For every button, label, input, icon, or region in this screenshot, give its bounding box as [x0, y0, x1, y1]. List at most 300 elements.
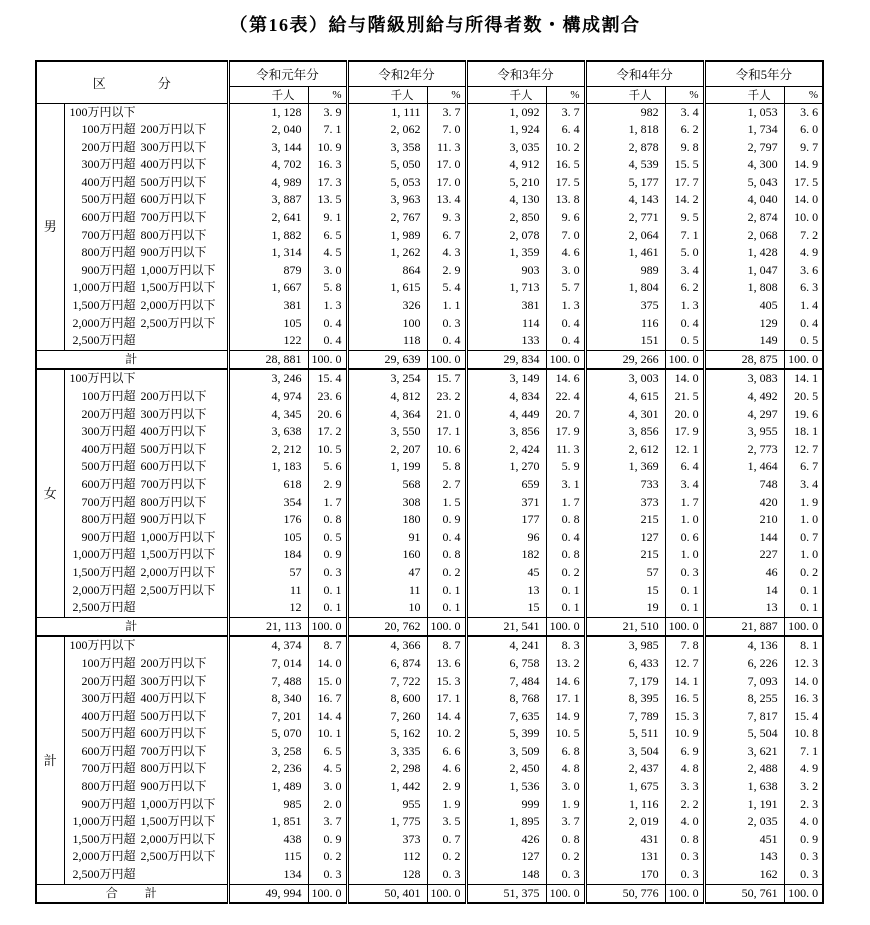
table-row	[36, 655, 823, 673]
category-label	[64, 262, 228, 280]
count-value: 3, 856	[585, 423, 665, 441]
percent-value: 7. 0	[427, 121, 466, 139]
count-value: 105	[228, 315, 308, 333]
percent-value: 13. 4	[427, 191, 466, 209]
count-value: 134	[228, 866, 308, 884]
percent-value: 0. 7	[784, 529, 823, 547]
bracket-lower: 500万円超	[81, 192, 136, 207]
count-value: 1, 808	[704, 279, 784, 297]
subtotal-percent-value: 100. 0	[784, 884, 823, 903]
count-value: 1, 262	[347, 244, 427, 262]
percent-value: 16. 3	[308, 156, 347, 174]
percent-value: 10. 9	[308, 139, 347, 157]
percent-value: 8. 3	[546, 636, 585, 655]
count-value: 2, 641	[228, 209, 308, 227]
count-value: 57	[228, 564, 308, 582]
bracket-upper: 1,500万円以下	[140, 280, 216, 295]
percent-value: 3. 5	[427, 813, 466, 831]
count-value: 3, 035	[466, 139, 546, 157]
percent-value: 0. 1	[784, 599, 823, 617]
count-value: 176	[228, 511, 308, 529]
subtotal-percent-value: 100. 0	[665, 617, 704, 636]
category-label	[64, 191, 228, 209]
count-value: 7, 260	[347, 708, 427, 726]
percent-value: 17. 5	[546, 174, 585, 192]
count-value: 122	[228, 332, 308, 350]
percent-value: 0. 3	[427, 866, 466, 884]
percent-value: 7. 0	[546, 227, 585, 245]
count-value: 7, 484	[466, 673, 546, 691]
count-value: 8, 600	[347, 690, 427, 708]
subtotal-row-female	[36, 617, 823, 636]
percent-value: 3. 7	[308, 813, 347, 831]
percent-value: 17. 0	[427, 156, 466, 174]
percent-value: 22. 4	[546, 388, 585, 406]
bracket-upper: 900万円以下	[140, 245, 207, 260]
count-value: 4, 492	[704, 388, 784, 406]
percent-value: 23. 2	[427, 388, 466, 406]
percent-value: 2. 0	[308, 796, 347, 814]
count-value: 46	[704, 564, 784, 582]
count-value: 3, 083	[704, 369, 784, 388]
percent-value: 14. 4	[308, 708, 347, 726]
bracket-upper: 200万円以下	[140, 389, 207, 403]
percent-value: 19. 6	[784, 406, 823, 424]
percent-value: 4. 0	[784, 813, 823, 831]
year-header-5: 令和5年分	[704, 61, 823, 86]
unit-header: 千人	[585, 86, 665, 103]
count-value: 13	[704, 599, 784, 617]
count-value: 985	[228, 796, 308, 814]
percent-value: 13. 6	[427, 655, 466, 673]
percent-value: 17. 1	[427, 690, 466, 708]
percent-value: 6. 4	[546, 121, 585, 139]
table-row	[36, 262, 823, 280]
percent-value: 3. 2	[784, 778, 823, 796]
count-value: 151	[585, 332, 665, 350]
percent-value: 3. 6	[784, 262, 823, 280]
percent-value: 9. 8	[665, 139, 704, 157]
percent-value: 5. 4	[427, 279, 466, 297]
count-value: 3, 955	[704, 423, 784, 441]
percent-value: 3. 9	[308, 103, 347, 121]
subtotal-percent-value: 100. 0	[546, 617, 585, 636]
count-value: 15	[466, 599, 546, 617]
percent-value: 0. 1	[427, 599, 466, 617]
percent-value: 3. 0	[308, 262, 347, 280]
bracket-lower: 100万円以下	[69, 638, 136, 653]
count-value: 11	[347, 582, 427, 600]
percent-value: 17. 2	[308, 423, 347, 441]
table-row	[36, 564, 823, 582]
count-value: 47	[347, 564, 427, 582]
year-header-4: 令和4年分	[585, 61, 704, 86]
percent-value: 2. 9	[427, 778, 466, 796]
count-value: 127	[585, 529, 665, 547]
percent-value: 0. 3	[308, 866, 347, 884]
count-value: 1, 461	[585, 244, 665, 262]
count-value: 354	[228, 494, 308, 512]
bracket-lower: 1,500万円超	[72, 298, 136, 313]
category-label	[64, 174, 228, 192]
percent-value: 6. 9	[665, 743, 704, 761]
count-value: 7, 201	[228, 708, 308, 726]
percent-value: 20. 6	[308, 406, 347, 424]
count-value: 308	[347, 494, 427, 512]
count-value: 6, 758	[466, 655, 546, 673]
count-value: 8, 255	[704, 690, 784, 708]
table-row	[36, 332, 823, 350]
category-label	[64, 725, 228, 743]
category-label	[64, 297, 228, 315]
percent-value: 0. 4	[546, 315, 585, 333]
unit-header: 千人	[704, 86, 784, 103]
table-row	[36, 743, 823, 761]
percent-value: 1. 1	[427, 297, 466, 315]
percent-value: 6. 3	[784, 279, 823, 297]
percent-value: 1. 3	[308, 297, 347, 315]
count-value: 6, 226	[704, 655, 784, 673]
subtotal-percent-value: 100. 0	[308, 350, 347, 369]
percent-value: 0. 2	[427, 564, 466, 582]
count-value: 2, 298	[347, 760, 427, 778]
bracket-lower: 1,000万円超	[72, 547, 136, 562]
bracket-upper: 800万円以下	[140, 494, 207, 509]
table-row	[36, 778, 823, 796]
bracket-lower: 100万円超	[81, 655, 136, 670]
count-value: 105	[228, 529, 308, 547]
percent-value: 12. 7	[784, 441, 823, 459]
bracket-upper: 400万円以下	[140, 424, 207, 439]
percent-value: 0. 4	[308, 315, 347, 333]
count-value: 127	[466, 848, 546, 866]
count-value: 3, 621	[704, 743, 784, 761]
table-row	[36, 441, 823, 459]
percent-value: 14. 9	[784, 156, 823, 174]
percent-value: 23. 6	[308, 388, 347, 406]
count-value: 8, 395	[585, 690, 665, 708]
subtotal-count-value: 28, 875	[704, 350, 784, 369]
bracket-upper: 400万円以下	[140, 691, 207, 706]
percent-value: 3. 7	[546, 813, 585, 831]
count-value: 3, 856	[466, 423, 546, 441]
percent-value: 0. 4	[427, 529, 466, 547]
percent-value: 0. 3	[784, 866, 823, 884]
table-row	[36, 848, 823, 866]
count-value: 982	[585, 103, 665, 121]
table-row	[36, 494, 823, 512]
header-row-years	[36, 61, 823, 86]
percent-value: 4. 9	[784, 244, 823, 262]
count-value: 11	[228, 582, 308, 600]
count-value: 3, 144	[228, 139, 308, 157]
count-value: 1, 359	[466, 244, 546, 262]
bracket-upper: 800万円以下	[140, 227, 207, 242]
subtotal-label: 合 計	[36, 884, 228, 903]
percent-value: 4. 5	[308, 760, 347, 778]
count-value: 10	[347, 599, 427, 617]
count-value: 133	[466, 332, 546, 350]
percent-value: 17. 3	[308, 174, 347, 192]
count-value: 2, 019	[585, 813, 665, 831]
count-value: 864	[347, 262, 427, 280]
count-value: 7, 488	[228, 673, 308, 691]
count-value: 5, 050	[347, 156, 427, 174]
percent-value: 0. 2	[308, 848, 347, 866]
count-value: 1, 882	[228, 227, 308, 245]
subtotal-percent-value: 100. 0	[427, 617, 466, 636]
count-value: 1, 615	[347, 279, 427, 297]
count-value: 381	[228, 297, 308, 315]
count-value: 5, 177	[585, 174, 665, 192]
bracket-lower: 2,500万円超	[72, 600, 136, 615]
bracket-upper: 500万円以下	[140, 441, 207, 456]
percent-value: 4. 6	[546, 244, 585, 262]
table-row	[36, 831, 823, 849]
count-value: 2, 236	[228, 760, 308, 778]
percent-value: 21. 0	[427, 406, 466, 424]
category-label	[64, 831, 228, 849]
count-value: 170	[585, 866, 665, 884]
count-value: 4, 834	[466, 388, 546, 406]
unit-header: 千人	[347, 86, 427, 103]
count-value: 748	[704, 476, 784, 494]
count-value: 1, 895	[466, 813, 546, 831]
percent-value: 10. 2	[546, 139, 585, 157]
bracket-upper: 2,500万円以下	[140, 849, 216, 864]
count-value: 57	[585, 564, 665, 582]
count-value: 955	[347, 796, 427, 814]
subtotal-percent-value: 100. 0	[427, 884, 466, 903]
percent-value: 1. 7	[546, 494, 585, 512]
percent-value: 6. 2	[665, 279, 704, 297]
count-value: 2, 068	[704, 227, 784, 245]
count-value: 91	[347, 529, 427, 547]
bracket-lower: 300万円超	[81, 424, 136, 439]
percent-value: 0. 3	[665, 564, 704, 582]
count-value: 6, 874	[347, 655, 427, 673]
table-row	[36, 103, 823, 121]
percent-value: 0. 4	[427, 332, 466, 350]
count-value: 4, 364	[347, 406, 427, 424]
count-value: 4, 912	[466, 156, 546, 174]
category-label	[64, 279, 228, 297]
percent-value: 3. 0	[546, 262, 585, 280]
percent-value: 16. 5	[546, 156, 585, 174]
count-value: 1, 183	[228, 458, 308, 476]
percent-value: 0. 3	[427, 315, 466, 333]
percent-value: 11. 3	[546, 441, 585, 459]
bracket-lower: 2,000万円超	[72, 849, 136, 864]
count-value: 1, 924	[466, 121, 546, 139]
bracket-upper: 1,500万円以下	[140, 814, 216, 829]
count-value: 96	[466, 529, 546, 547]
percent-value: 0. 4	[308, 332, 347, 350]
count-value: 426	[466, 831, 546, 849]
percent-value: 17. 7	[665, 174, 704, 192]
bracket-lower: 800万円超	[81, 512, 136, 527]
bracket-lower: 400万円超	[81, 174, 136, 189]
bracket-upper: 2,500万円以下	[140, 315, 216, 330]
percent-value: 1. 7	[308, 494, 347, 512]
count-value: 5, 399	[466, 725, 546, 743]
percent-value: 0. 3	[665, 848, 704, 866]
table-row	[36, 388, 823, 406]
count-value: 148	[466, 866, 546, 884]
percent-value: 14. 6	[546, 369, 585, 388]
table-row	[36, 690, 823, 708]
percent-value: 16. 3	[784, 690, 823, 708]
percent-value: 6. 5	[308, 227, 347, 245]
percent-value: 0. 8	[546, 511, 585, 529]
bracket-lower: 1,000万円超	[72, 814, 136, 829]
table-row	[36, 139, 823, 157]
count-value: 177	[466, 511, 546, 529]
subtotal-count-value: 49, 994	[228, 884, 308, 903]
count-value: 3, 254	[347, 369, 427, 388]
count-value: 431	[585, 831, 665, 849]
count-value: 405	[704, 297, 784, 315]
table-row	[36, 458, 823, 476]
count-value: 2, 771	[585, 209, 665, 227]
category-label	[64, 564, 228, 582]
table-row	[36, 673, 823, 691]
count-value: 1, 128	[228, 103, 308, 121]
bracket-lower: 900万円超	[81, 262, 136, 277]
percent-value: 7. 8	[665, 636, 704, 655]
percent-header: %	[427, 86, 466, 103]
percent-value: 3. 7	[427, 103, 466, 121]
count-value: 7, 093	[704, 673, 784, 691]
category-label	[64, 441, 228, 459]
percent-value: 10. 9	[665, 725, 704, 743]
table-row	[36, 121, 823, 139]
count-value: 1, 047	[704, 262, 784, 280]
category-label	[64, 599, 228, 617]
percent-value: 13. 5	[308, 191, 347, 209]
count-value: 4, 143	[585, 191, 665, 209]
percent-value: 13. 2	[546, 655, 585, 673]
percent-value: 1. 0	[665, 511, 704, 529]
count-value: 12	[228, 599, 308, 617]
subtotal-count-value: 29, 266	[585, 350, 665, 369]
bracket-lower: 300万円超	[81, 691, 136, 706]
count-value: 1, 775	[347, 813, 427, 831]
bracket-lower: 2,000万円超	[72, 582, 136, 597]
bracket-lower: 200万円超	[81, 673, 136, 688]
count-value: 1, 464	[704, 458, 784, 476]
bracket-lower: 1,500万円超	[72, 831, 136, 846]
count-value: 1, 199	[347, 458, 427, 476]
count-value: 1, 667	[228, 279, 308, 297]
bracket-upper: 700万円以下	[140, 476, 207, 491]
percent-value: 0. 2	[546, 564, 585, 582]
percent-value: 1. 9	[427, 796, 466, 814]
count-value: 5, 043	[704, 174, 784, 192]
count-value: 128	[347, 866, 427, 884]
category-label	[64, 139, 228, 157]
percent-value: 14. 0	[308, 655, 347, 673]
percent-value: 3. 4	[665, 476, 704, 494]
percent-value: 1. 4	[784, 297, 823, 315]
percent-value: 14. 2	[665, 191, 704, 209]
category-label	[64, 708, 228, 726]
table-row	[36, 279, 823, 297]
category-label	[64, 511, 228, 529]
count-value: 182	[466, 546, 546, 564]
count-value: 1, 092	[466, 103, 546, 121]
category-label	[64, 332, 228, 350]
percent-value: 0. 8	[665, 831, 704, 849]
bracket-upper: 900万円以下	[140, 779, 207, 794]
bracket-lower: 2,000万円超	[72, 315, 136, 330]
table-row	[36, 796, 823, 814]
percent-value: 0. 7	[427, 831, 466, 849]
count-value: 7, 722	[347, 673, 427, 691]
bracket-upper: 1,000万円以下	[140, 262, 216, 277]
bracket-lower: 100万円以下	[69, 371, 136, 386]
percent-value: 0. 1	[546, 582, 585, 600]
percent-value: 0. 1	[784, 582, 823, 600]
count-value: 659	[466, 476, 546, 494]
count-value: 326	[347, 297, 427, 315]
count-value: 879	[228, 262, 308, 280]
percent-value: 0. 6	[665, 529, 704, 547]
subtotal-percent-value: 100. 0	[546, 350, 585, 369]
category-label	[64, 423, 228, 441]
bracket-lower: 600万円超	[81, 476, 136, 491]
count-value: 618	[228, 476, 308, 494]
table-row	[36, 760, 823, 778]
percent-value: 9. 7	[784, 139, 823, 157]
percent-value: 10. 5	[308, 441, 347, 459]
count-value: 160	[347, 546, 427, 564]
year-header-2: 令和2年分	[347, 61, 466, 86]
category-label	[64, 866, 228, 884]
percent-value: 20. 5	[784, 388, 823, 406]
count-value: 116	[585, 315, 665, 333]
percent-value: 2. 3	[784, 796, 823, 814]
count-value: 2, 773	[704, 441, 784, 459]
table-row	[36, 529, 823, 547]
percent-value: 7. 1	[665, 227, 704, 245]
count-value: 2, 078	[466, 227, 546, 245]
count-value: 180	[347, 511, 427, 529]
percent-value: 16. 5	[665, 690, 704, 708]
count-value: 1, 536	[466, 778, 546, 796]
count-value: 1, 713	[466, 279, 546, 297]
bracket-upper: 300万円以下	[140, 673, 207, 688]
table-row	[36, 369, 823, 388]
category-label	[64, 636, 228, 655]
count-value: 4, 374	[228, 636, 308, 655]
percent-value: 0. 2	[546, 848, 585, 866]
percent-value: 13. 8	[546, 191, 585, 209]
count-value: 989	[585, 262, 665, 280]
percent-value: 1. 7	[665, 494, 704, 512]
percent-value: 7. 1	[308, 121, 347, 139]
bracket-lower: 100万円超	[81, 122, 136, 137]
percent-value: 17. 9	[665, 423, 704, 441]
percent-header: %	[308, 86, 347, 103]
percent-value: 0. 4	[546, 332, 585, 350]
percent-value: 11. 3	[427, 139, 466, 157]
count-value: 6, 433	[585, 655, 665, 673]
count-value: 149	[704, 332, 784, 350]
salary-distribution-table	[35, 60, 824, 904]
count-value: 7, 179	[585, 673, 665, 691]
subtotal-count-value: 21, 510	[585, 617, 665, 636]
